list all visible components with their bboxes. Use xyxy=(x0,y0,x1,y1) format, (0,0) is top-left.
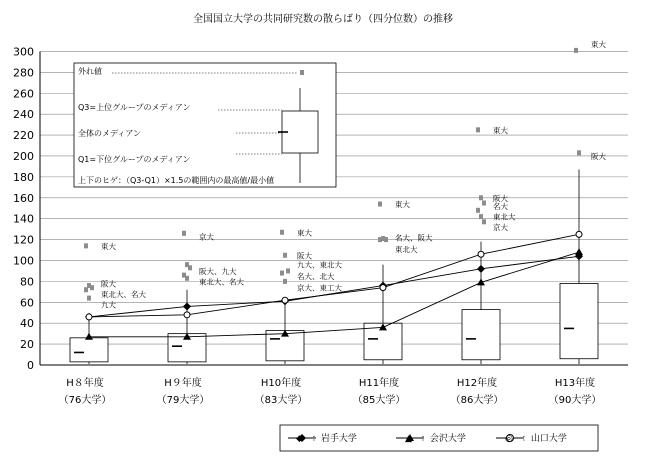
legend-label-yamaguchi: －◎－：山口大学 xyxy=(496,434,567,444)
outlier-label: 名大、阪大 xyxy=(395,233,433,243)
category-sublabel: （79大学） xyxy=(156,395,210,406)
outlier-label: 東北大、名大 xyxy=(199,277,244,287)
y-axis-ticks xyxy=(13,45,40,372)
category-label: H９年度 xyxy=(164,378,202,389)
legend-label-iwate: －◆－：岩手大学 xyxy=(287,434,357,444)
y-tick-label: 180 xyxy=(13,170,34,184)
explanation-sample-outlier xyxy=(300,70,304,75)
explanation-median-label: 全体のメディアン xyxy=(78,129,142,138)
y-tick-label: 300 xyxy=(13,45,34,59)
category-label: H12年度 xyxy=(456,378,498,389)
y-tick-label: 0 xyxy=(27,359,34,372)
explanation-outlier-label: 外れ値 xyxy=(78,67,102,76)
outlier-label: 東北大 xyxy=(395,244,418,254)
outlier-label: 東大 xyxy=(297,228,312,238)
outlier-point xyxy=(280,230,284,235)
series-point xyxy=(575,248,583,255)
outlier-point xyxy=(283,253,287,258)
outlier-point xyxy=(482,219,486,224)
outlier-point xyxy=(286,268,290,273)
outlier-point xyxy=(476,208,480,213)
category-label: H８年度 xyxy=(66,378,104,389)
legend xyxy=(280,425,598,451)
explanation-whiskers-label: 上下のヒゲ：（Q3-Q1）×1.5の範囲内の最高値/最小値 xyxy=(78,176,275,185)
outlier-label: 京大 xyxy=(199,232,214,242)
y-tick-label: 120 xyxy=(13,233,34,247)
category-sublabel: （85大学） xyxy=(352,395,406,406)
series-point xyxy=(380,285,386,291)
category-sublabel: （83大学） xyxy=(254,395,308,406)
y-tick-label: 220 xyxy=(13,129,34,143)
outlier-point xyxy=(87,296,91,301)
y-tick-label: 100 xyxy=(13,254,34,268)
outlier-label: 東北大 xyxy=(493,212,516,222)
outlier-point xyxy=(378,202,382,207)
legend-label-aizawa: －▲－：会沢大学 xyxy=(396,434,466,444)
outlier-point xyxy=(577,150,581,155)
y-tick-label: 280 xyxy=(13,66,34,80)
outlier-point xyxy=(185,276,189,281)
outlier-point xyxy=(90,285,94,290)
series-point xyxy=(85,333,93,340)
box xyxy=(70,338,108,362)
box xyxy=(462,310,500,360)
y-tick-label: 20 xyxy=(20,338,34,352)
outlier-point xyxy=(479,214,483,219)
series-point xyxy=(477,265,485,273)
outlier-point xyxy=(574,48,578,53)
legend-item-iwate xyxy=(287,432,357,444)
outlier-label: 名大 xyxy=(493,202,508,212)
y-tick-label: 240 xyxy=(13,108,34,122)
series-point xyxy=(478,251,484,257)
outlier-label: 東大 xyxy=(395,200,410,210)
y-tick-label: 140 xyxy=(13,212,34,226)
outlier-label: 京大 xyxy=(493,223,508,233)
series-point xyxy=(86,314,92,320)
series-point xyxy=(183,302,191,310)
outlier-point xyxy=(479,195,483,200)
category-label: H11年度 xyxy=(358,378,400,389)
outlier-label: 阪大 xyxy=(493,193,508,203)
outlier-label: 東大 xyxy=(591,40,606,50)
y-tick-label: 200 xyxy=(13,149,34,163)
outlier-label: 東北大、名大 xyxy=(101,289,146,299)
explanation-q3-label: Q3=上位グループのメディアン xyxy=(78,103,191,112)
y-tick-label: 160 xyxy=(13,191,34,205)
chart-title: 全国国立大学の共同研究数の散らばり（四分位数）の推移 xyxy=(193,14,453,25)
outlier-point xyxy=(476,127,480,132)
category-sublabel: （76大学） xyxy=(58,395,112,406)
outlier-label: 名大、北大 xyxy=(297,272,335,282)
outlier-label: 東大 xyxy=(493,125,508,135)
y-tick-label: 260 xyxy=(13,87,34,101)
category-sublabel: （90大学） xyxy=(548,395,602,406)
outlier-point xyxy=(84,243,88,248)
outlier-point xyxy=(182,231,186,236)
series-point xyxy=(576,231,582,237)
explanation-box xyxy=(74,63,336,187)
box xyxy=(560,283,598,358)
outlier-label: 阪大 xyxy=(101,279,116,289)
y-tick-label: 40 xyxy=(20,317,34,331)
outlier-label: 阪大、九大 xyxy=(199,266,237,276)
series-point xyxy=(184,312,190,318)
outlier-label: 阪大 xyxy=(297,251,312,261)
y-tick-label: 60 xyxy=(20,296,34,310)
series-point xyxy=(282,297,288,303)
outlier-label: 京大、東工大 xyxy=(297,283,342,293)
outlier-label: 東大 xyxy=(101,241,116,251)
y-tick-label: 80 xyxy=(20,275,34,289)
legend-item-yamaguchi xyxy=(496,432,567,444)
explanation-q1-label: Q1=下位グループのメディアン xyxy=(78,155,191,164)
category-label: H10年度 xyxy=(260,378,302,389)
outlier-point xyxy=(188,265,192,270)
outlier-point xyxy=(378,237,382,242)
outlier-label: 阪大 xyxy=(591,151,606,161)
x-axis-categories xyxy=(59,376,602,406)
outlier-label: 九大 xyxy=(101,300,116,310)
outlier-point xyxy=(280,271,284,276)
outlier-point xyxy=(283,279,287,284)
outlier-label: 九大、東北大 xyxy=(297,260,342,270)
category-label: H13年度 xyxy=(554,378,596,389)
outlier-point xyxy=(84,287,88,292)
outlier-point xyxy=(384,237,388,242)
category-sublabel: （86大学） xyxy=(450,395,504,406)
legend-item-aizawa xyxy=(396,432,466,444)
outlier-point xyxy=(482,201,486,206)
